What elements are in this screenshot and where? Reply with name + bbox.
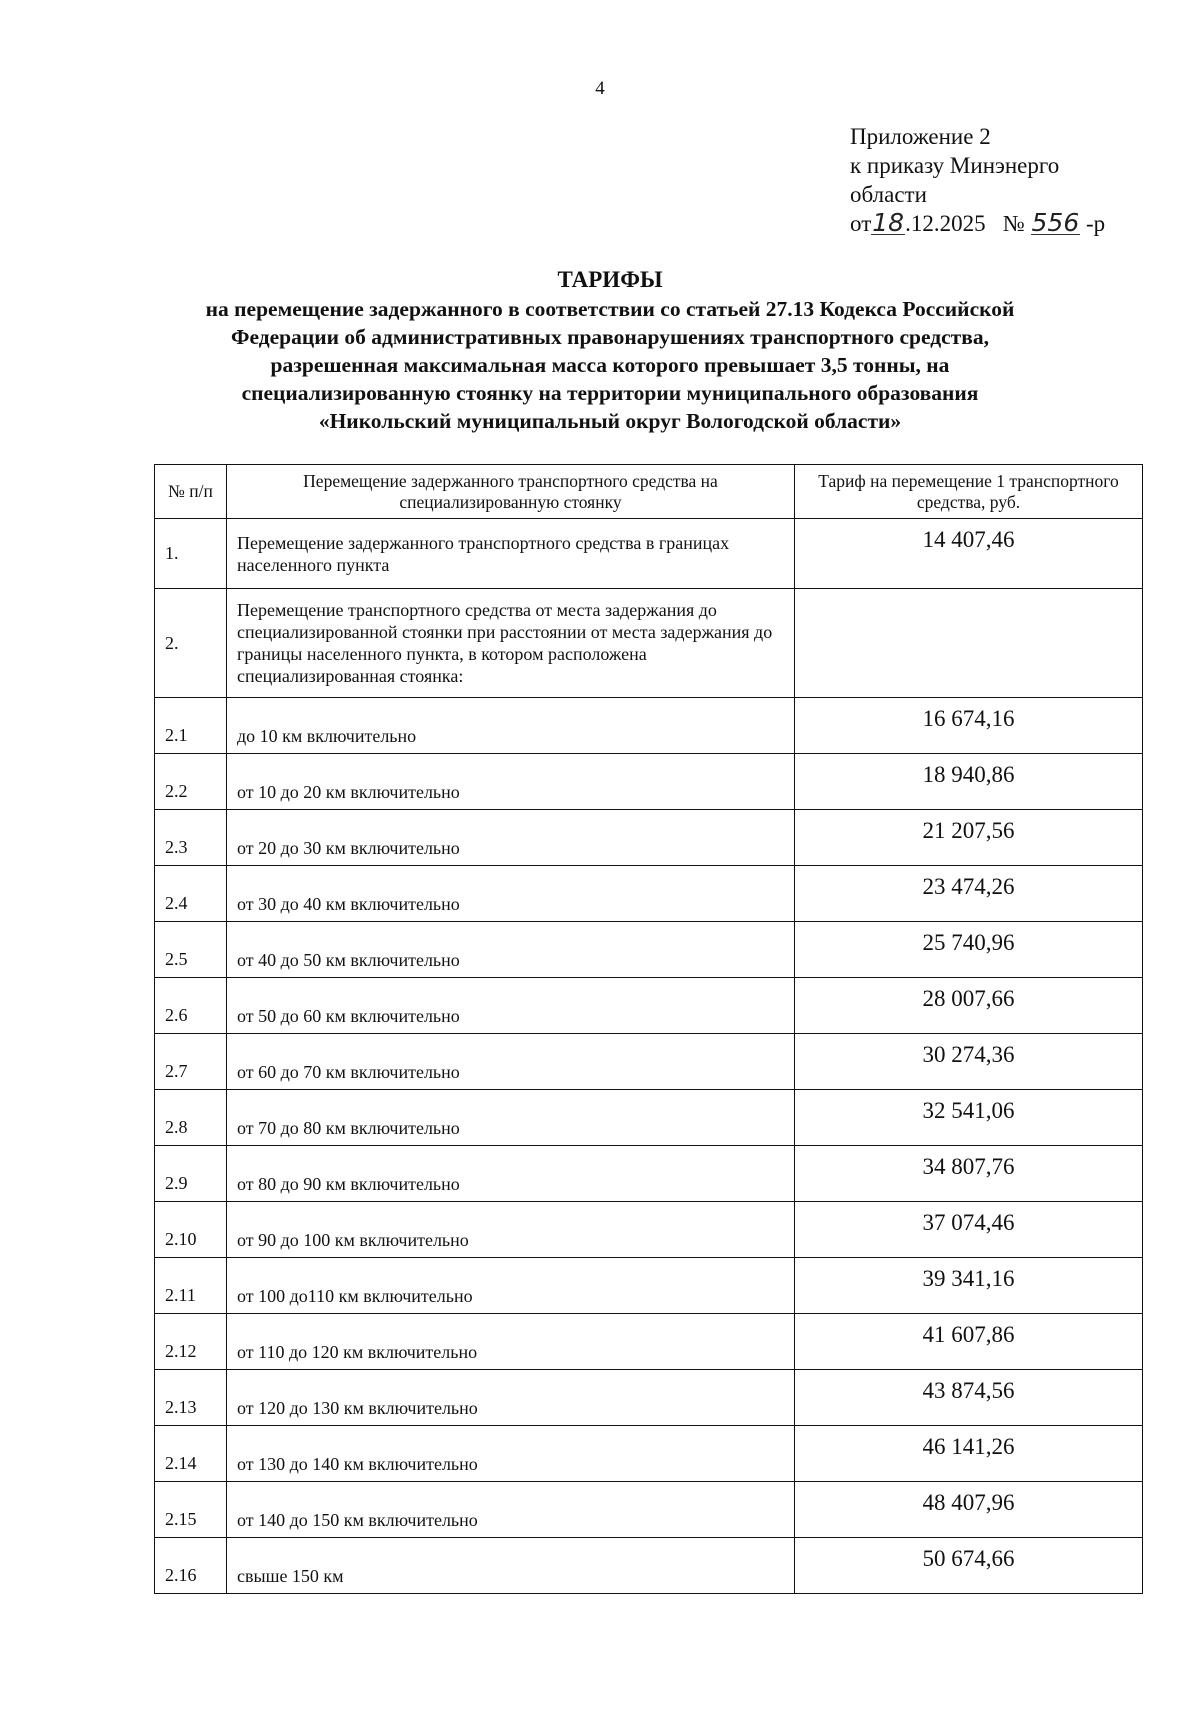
appendix-line-1: Приложение 2 [850,124,991,149]
row-description: от 30 до 40 км включительно [227,866,795,922]
row-description: от 40 до 50 км включительно [227,922,795,978]
title-line-2: Федерации об административных правонарушениях транспортного средства, [231,325,989,349]
page-number: 4 [595,78,605,99]
row-description: от 100 до110 км включительно [227,1258,795,1314]
row-value: 37 074,46 [795,1202,1143,1258]
appendix-date-line [850,209,1105,238]
row-value: 43 874,56 [795,1370,1143,1426]
row-num: 2.13 [155,1370,227,1426]
row-description: от 80 до 90 км включительно [227,1146,795,1202]
table-row [155,1538,1143,1594]
header-num: № п/п [155,465,227,519]
table-row [155,1258,1143,1314]
row-value: 32 541,06 [795,1090,1143,1146]
table-row [155,1202,1143,1258]
appendix-block [850,122,1105,238]
row-num: 2.7 [155,1034,227,1090]
row-num: 2.2 [155,754,227,810]
row-description: Перемещение задержанного транспортного средства в границах населенного пункта [227,519,795,589]
title-heading: ТАРИФЫ [557,267,663,292]
row-description: от 90 до 100 км включительно [227,1202,795,1258]
table-row [155,1426,1143,1482]
row-num: 2.4 [155,866,227,922]
row-num: 2.10 [155,1202,227,1258]
appendix-line-2: к приказу Минэнерго [850,153,1060,178]
row-value: 30 274,36 [795,1034,1143,1090]
row-num: 2.16 [155,1538,227,1594]
table-row [155,698,1143,754]
title-line-5: «Никольский муниципальный округ Вологодской области» [318,409,902,433]
row-description: от 70 до 80 км включительно [227,1090,795,1146]
row-description: до 10 км включительно [227,698,795,754]
number-prefix: № [1002,211,1025,236]
row-value: 34 807,76 [795,1146,1143,1202]
row-description: от 10 до 20 км включительно [227,754,795,810]
row-num: 2.14 [155,1426,227,1482]
row-value: 25 740,96 [795,922,1143,978]
header-description: Перемещение задержанного транспортного средства на специализированную стоянку [227,465,795,519]
row-num: 2.5 [155,922,227,978]
table-row [155,589,1143,698]
row-description: от 110 до 120 км включительно [227,1314,795,1370]
row-value: 39 341,16 [795,1258,1143,1314]
appendix-line-3: области [850,182,927,207]
row-value: 16 674,16 [795,698,1143,754]
row-num: 2.6 [155,978,227,1034]
row-description: от 50 до 60 км включительно [227,978,795,1034]
row-description: свыше 150 км [227,1538,795,1594]
handwritten-date-day: 18 [872,208,905,237]
table-row [155,754,1143,810]
date-prefix: от [850,211,872,236]
header-tariff: Тариф на перемещение 1 транспортного средства, руб. [795,465,1143,519]
row-description: от 120 до 130 км включительно [227,1370,795,1426]
table-row [155,922,1143,978]
title-line-1: на перемещение задержанного в соответствии со статьей 27.13 Кодекса Российской [205,297,1015,321]
table-row [155,519,1143,589]
document-title [150,266,1070,435]
table-row [155,810,1143,866]
row-description: от 20 до 30 км включительно [227,810,795,866]
date-rest: .12.2025 [905,211,986,236]
row-description: от 140 до 150 км включительно [227,1482,795,1538]
row-num: 2.15 [155,1482,227,1538]
number-suffix: -р [1085,211,1106,236]
handwritten-order-number: 556 [1031,208,1080,237]
row-num: 2.9 [155,1146,227,1202]
row-description: Перемещение транспортного средства от места задержания до специализированной стоянки при расстоянии от места задержания до границы населенного пункта, в котором расположена специализированная стоянка: [227,589,795,698]
table-row [155,1146,1143,1202]
row-num: 2.11 [155,1258,227,1314]
row-num: 1. [155,519,227,589]
row-value [795,589,1143,698]
row-description: от 60 до 70 км включительно [227,1034,795,1090]
row-num: 2.1 [155,698,227,754]
row-value: 28 007,66 [795,978,1143,1034]
row-value: 23 474,26 [795,866,1143,922]
title-line-4: специализированную стоянку на территории муниципального образования [241,381,979,405]
row-value: 46 141,26 [795,1426,1143,1482]
row-num: 2.12 [155,1314,227,1370]
row-value: 50 674,66 [795,1538,1143,1594]
row-description: от 130 до 140 км включительно [227,1426,795,1482]
table-row [155,866,1143,922]
tariffs-table [154,464,1143,1594]
table-row [155,1370,1143,1426]
row-value: 41 607,86 [795,1314,1143,1370]
title-line-3: разрешенная максимальная масса которого превышает 3,5 тонны, на [270,353,950,377]
row-value: 48 407,96 [795,1482,1143,1538]
row-value: 18 940,86 [795,754,1143,810]
table-row [155,1034,1143,1090]
table-header-row [155,465,1143,519]
row-num: 2.3 [155,810,227,866]
row-num: 2. [155,589,227,698]
row-num: 2.8 [155,1090,227,1146]
table-row [155,978,1143,1034]
row-value: 21 207,56 [795,810,1143,866]
table-row [155,1482,1143,1538]
table-row [155,1314,1143,1370]
row-value: 14 407,46 [795,519,1143,589]
table-row [155,1090,1143,1146]
